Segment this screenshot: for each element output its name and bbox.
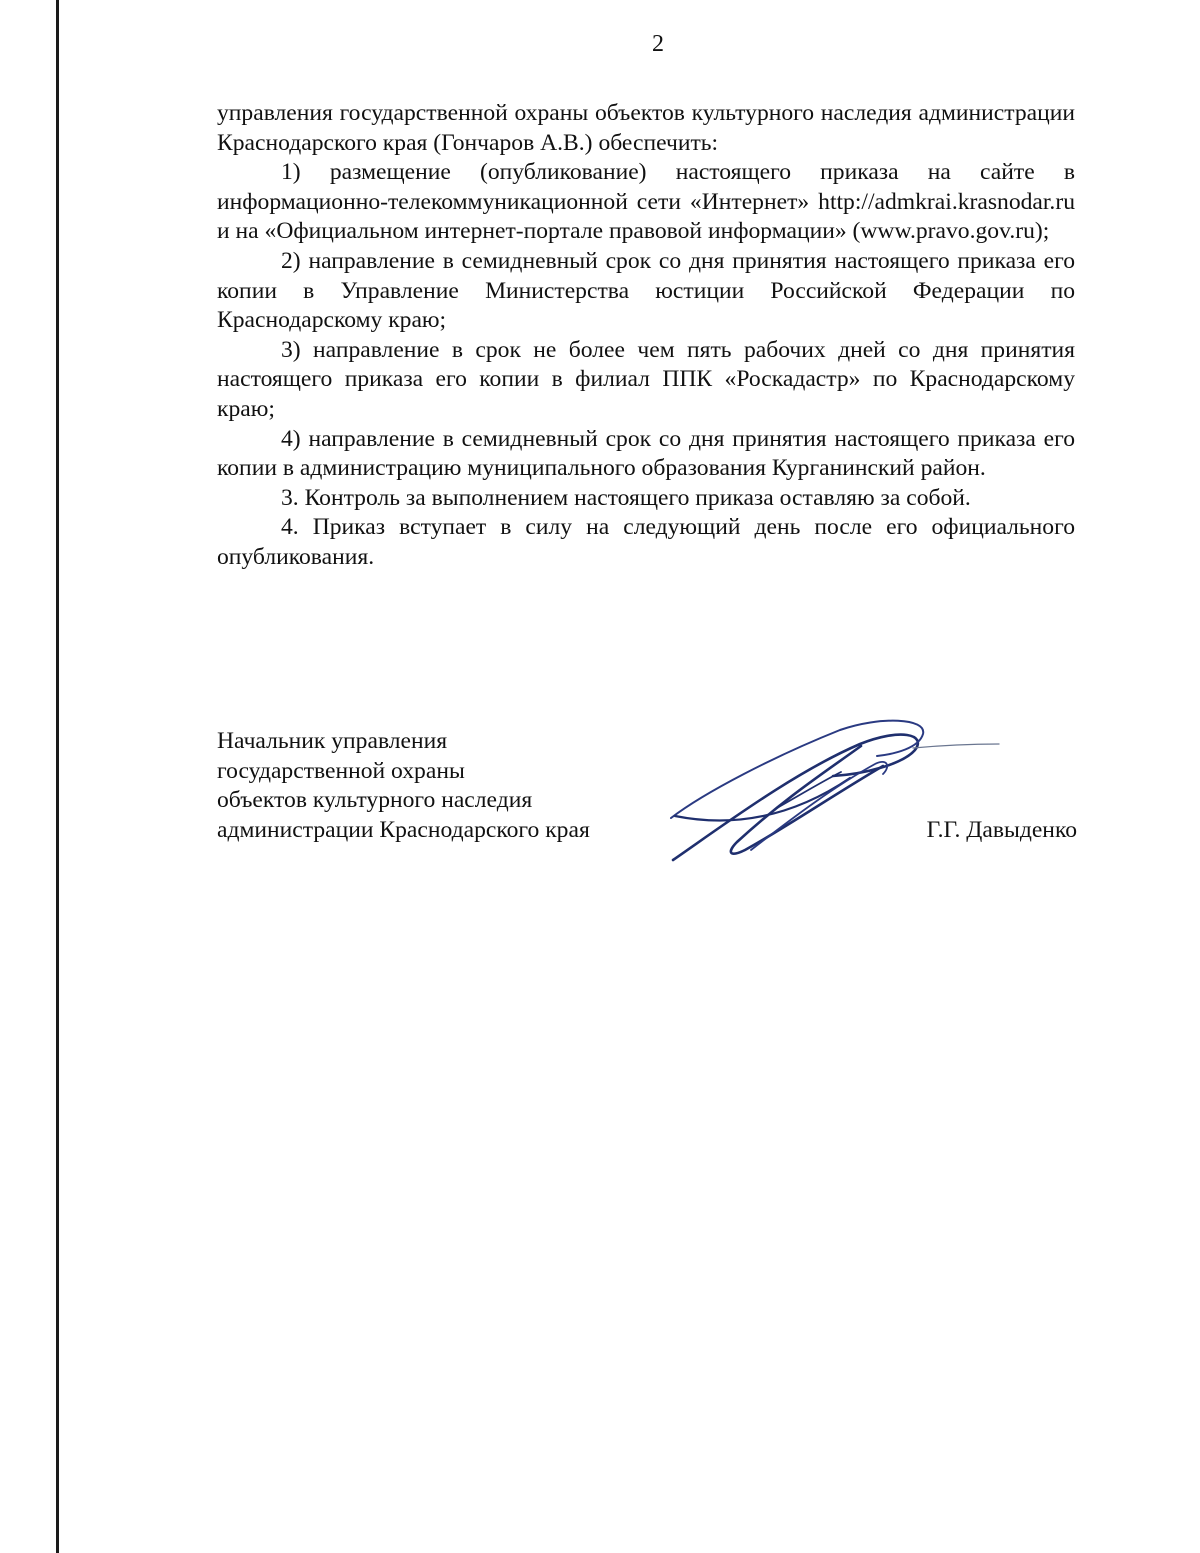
paragraph-control-clause: 3. Контроль за выполнением настоящего приказа оставляю за собой. (281, 484, 971, 511)
page-number: 2 (652, 31, 664, 57)
signer-name: Г.Г. Давыденко (926, 816, 1077, 843)
handwritten-signature (665, 712, 1005, 872)
signer-position-line: государственной охраны (217, 757, 465, 784)
paragraph-intro-continuation: управления государственной охраны объектов культурного наследия администрации Краснодарского края (Гончаров А.В.) обеспечить: (217, 100, 1075, 156)
paragraph-item-2-ministry-of-justice: 2) направление в семидневный срок со дня принятия настоящего приказа его копии в Управление Министерства юстиции Российской Федерации по Краснодарскому краю; (217, 247, 1075, 334)
signer-position-line: администрации Краснодарского края (217, 816, 590, 843)
page-left-edge (56, 0, 59, 1553)
document-body (217, 99, 1075, 573)
paragraph-item-1-publication: 1) размещение (опубликование) настоящего приказа на сайте в информационно-телекоммуникационной сети «Интернет» http://admkrai.krasnodar.ru и на «Официальном интернет-портале правовой информации» (www.pravo.gov.ru); (217, 159, 1075, 245)
paragraph-item-3-roskadastr: 3) направление в срок не более чем пять рабочих дней со дня принятия настоящего приказа его копии в филиал ППК «Роскадастр» по Краснодарскому краю; (217, 336, 1075, 422)
signer-position-line: Начальник управления (217, 728, 448, 754)
signature-stroke (731, 746, 883, 854)
signature-stroke (913, 744, 999, 748)
paragraph-entry-into-force: 4. Приказ вступает в силу на следующий день после его официального опубликования. (217, 514, 1075, 570)
signer-position-line: объектов культурного наследия (217, 787, 533, 814)
paragraph-item-4-municipal-administration: 4) направление в семидневный срок со дня принятия настоящего приказа его копии в администрацию муниципального образования Курганинский район. (217, 425, 1075, 482)
